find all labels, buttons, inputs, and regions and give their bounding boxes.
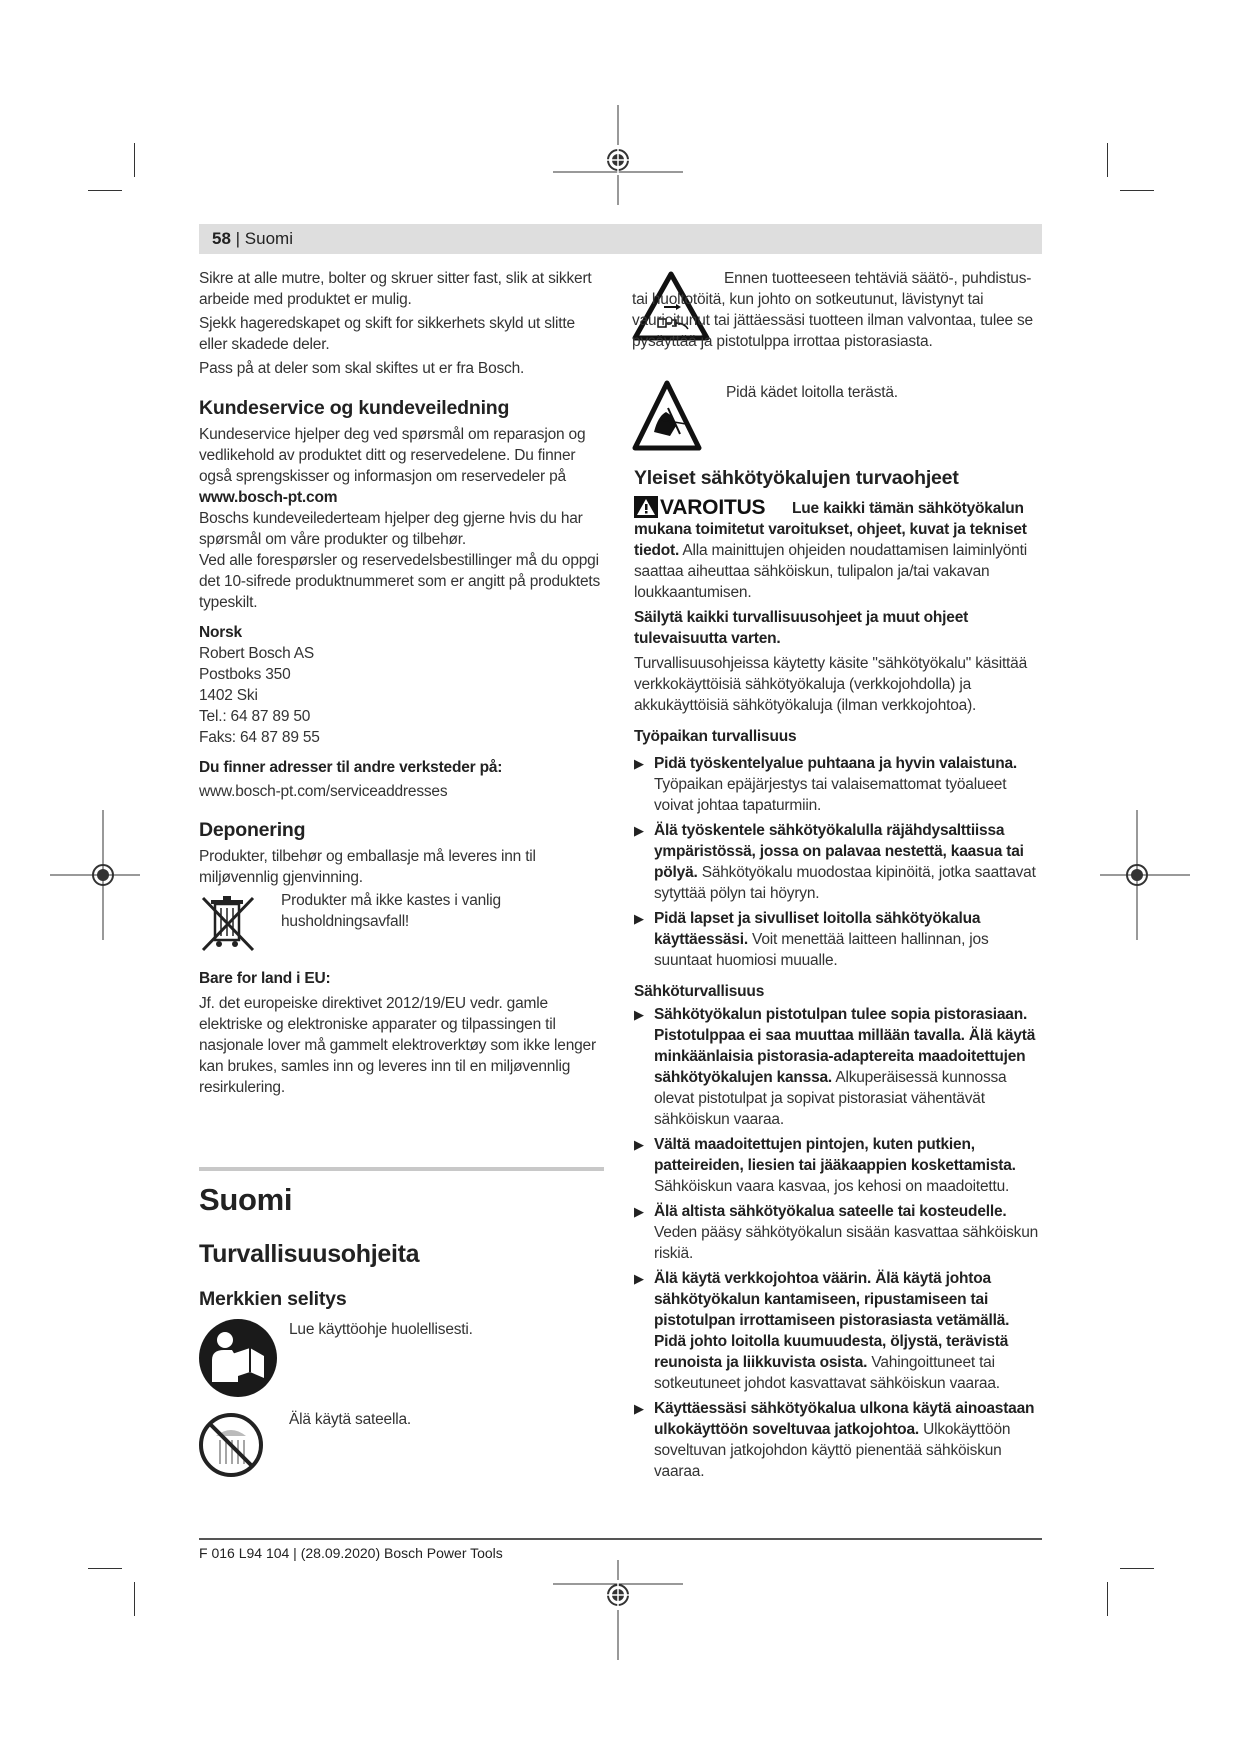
link[interactable]: www.bosch-pt.com — [199, 489, 338, 506]
crop-mark — [1107, 1582, 1108, 1616]
paragraph: Sikre at alle mutre, bolter og skruer sitter fast, slik at sikkert arbeide med produktet er mulig. — [199, 270, 592, 308]
crossed-bin-icon — [199, 892, 257, 954]
section-heading: Kundeservice og kundeveiledning — [199, 397, 510, 419]
read-manual-icon — [198, 1318, 278, 1398]
address-line: 1402 Ski — [199, 687, 258, 704]
subheading: Du finner adresser til andre verksteder på: — [199, 759, 503, 776]
address-line: Postboks 350 — [199, 666, 291, 683]
crop-mark — [1120, 190, 1154, 191]
warning-label: VAROITUS — [634, 496, 765, 518]
subheading: Bare for land i EU: — [199, 970, 331, 987]
page-header-bar — [199, 224, 1042, 254]
page-number: 58 — [212, 229, 231, 248]
subheading: Norsk — [199, 624, 242, 641]
crop-mark — [88, 1568, 122, 1569]
crop-mark — [134, 1582, 135, 1616]
list-item: ▶ Vältä maadoitettujen pintojen, kuten putkien, patteireiden, liesien tai jääkaappien koskettamista. Sähköiskun vaara kasvaa, jos kehosi on maadoitettu. — [634, 1136, 1016, 1195]
paragraph: Turvallisuusohjeissa käytetty käsite "sähkötyökalu" käsittää verkkokäyttöisiä sähkötyökaluja (verkkojohdolla) ja akkukäyttöisiä sähkötyökaluja (ilman verkkojohtoa). — [634, 655, 1028, 714]
footer-rule — [199, 1538, 1042, 1540]
section-heading: Deponering — [199, 819, 306, 841]
crop-mark — [134, 143, 135, 177]
section-heading: Yleiset sähkötyökalujen turvaohjeet — [634, 467, 959, 489]
no-rain-icon — [198, 1412, 264, 1478]
weee-row — [199, 890, 604, 956]
symbols-title: Merkkien selitys — [199, 1288, 347, 1310]
crop-mark — [88, 190, 122, 191]
crop-mark — [1120, 1568, 1154, 1569]
warning-text: Alla mainittujen ohjeiden noudattamisen laiminlyönti saattaa aiheuttaa sähköiskun, tulipalon ja/tai vakavan loukkaantumisen. — [634, 542, 1027, 601]
weee-text: Produkter må ikke kastes i vanlig husholdningsavfall! — [281, 892, 501, 930]
phone: Tel.: 64 87 89 50 — [199, 708, 311, 725]
no-rain-text: Älä käytä sateella. — [289, 1411, 411, 1428]
subheading: Työpaikan turvallisuus — [634, 728, 797, 745]
language-title: Suomi — [199, 1182, 293, 1217]
paragraph: Boschs kundeveilederteam hjelper deg gjerne hvis du har spørsmål om våre produkter og tilbehør. — [199, 510, 583, 548]
paragraph: Säilytä kaikki turvallisuusohjeet ja muut ohjeet tulevaisuutta varten. — [634, 609, 969, 647]
warning-bold: Lue kaikki tämän sähkötyökalun mukana toimitetut varoitukset, ohjeet, kuvat ja tekniset tiedot. — [634, 500, 1027, 559]
registration-mark-top — [553, 105, 683, 205]
registration-mark-right — [1100, 810, 1190, 940]
paragraph: Sjekk hageredskapet og skift for sikkerhets skyld ut slitte eller skadede deler. — [199, 315, 575, 353]
address-line: Robert Bosch AS — [199, 645, 315, 662]
paragraph: Jf. det europeiske direktivet 2012/19/EU vedr. gamle elektriske og elektroniske apparater og tilpassingen til nasjonale lover må gammelt elektroverktøy som ikke lenger kan brukes, samles inn og leveres inn til en miljøvennlig resirkulering. — [199, 995, 596, 1096]
blade-warning-icon — [632, 380, 702, 452]
subheading: Sähköturvallisuus — [634, 983, 765, 1000]
registration-mark-left — [50, 810, 140, 940]
paragraph: Kundeservice hjelper deg ved spørsmål om reparasjon og vedlikehold av produktet ditt og reservedelene. Du finner også sprengskisser og informasjon om reservedeler på — [199, 426, 586, 485]
section-name: Suomi — [244, 229, 293, 248]
left-column — [199, 268, 604, 1098]
section-divider — [199, 1167, 604, 1171]
list-item: ▶ Pidä työskentelyalue puhtaana ja hyvin valaistuna. Työpaikan epäjärjestys tai valaisemattomat työalueet voivat johtaa tapaturmiin. — [634, 755, 1017, 814]
footer-text: F 016 L94 104 | (28.09.2020) Bosch Power Tools — [199, 1545, 503, 1561]
read-manual-text: Lue käyttöohje huolellisesti. — [289, 1321, 473, 1338]
crop-mark — [1107, 143, 1108, 177]
paragraph: Ved alle forespørsler og reservedelsbestillinger må du oppgi det 10-sifrede produktnummeret som er angitt på produktets typeskilt. — [199, 552, 601, 611]
fax: Faks: 64 87 89 55 — [199, 729, 320, 746]
paragraph: Pass på at deler som skal skiftes ut er fra Bosch. — [199, 360, 525, 377]
safety-title: Turvallisuusohjeita — [199, 1240, 420, 1268]
link[interactable]: www.bosch-pt.com/serviceaddresses — [199, 783, 448, 800]
registration-mark-bottom — [553, 1560, 683, 1660]
page-header: 58 | Suomi — [212, 229, 293, 248]
list-item: ▶ Älä työskentele sähkötyökalulla räjähdysalttiissa ympäristössä, jossa on palavaa nestettä, kaasua tai pölyä. Sähkötyökalu muodostaa kipinöitä, jotka saattavat sytyttää pölyn tai höyryn. — [634, 822, 1036, 902]
warning-block — [634, 495, 1044, 603]
blade-text: Pidä kädet loitolla terästä. — [726, 384, 898, 401]
list-item: ▶ Älä altista sähkötyökalua sateelle tai kosteudelle. Veden pääsy sähkötyökalun sisään kasvattaa sähköiskun riskiä. — [634, 1203, 1039, 1262]
warning-triangle-icon — [634, 496, 658, 518]
paragraph: Produkter, tilbehør og emballasje må leveres inn til miljøvennlig gjenvinning. — [199, 848, 536, 886]
list-item: ▶ Sähkötyökalun pistotulpan tulee sopia pistorasiaan. Pistotulppaa ei saa muuttaa millään tavalla. Älä käytä minkäänlaisia pistorasia-adaptereita maadoitettujen sähkötyökalujen kanssa. Alkuperäisessä kunnossa olevat pistotulpat ja sopivat pistorasiat vähentävät sähköiskun vaaraa. — [634, 1006, 1036, 1128]
unplug-text: Ennen tuotteeseen tehtäviä säätö-, puhdistus- tai huoltotöitä, kun johto on sotkeutunut, lävistynyt tai vaurioitunut tai jättäessäsi tuotteen ilman valvontaa, tulee se pysäyttää ja pistotulppa irrottaa pistorasiasta. — [632, 270, 1033, 350]
list-item: ▶ Pidä lapset ja sivulliset loitolla sähkötyökalua käyttäessäsi. Voit menettää laitteen hallinnan, jos suuntaat huomiosi muualle. — [634, 910, 989, 969]
right-column — [634, 466, 1044, 1482]
list-item: ▶ Käyttäessäsi sähkötyökalua ulkona käytä ainoastaan ulkokäyttöön soveltuvaa jatkojohtoa. Ulkokäyttöön soveltuvan jatkojohdon käyttö pienentää sähköiskun vaaraa. — [634, 1400, 1035, 1480]
list-item: ▶ Älä käytä verkkojohtoa väärin. Älä käytä johtoa sähkötyökalun kantamiseen, ripustamiseen tai pistotulpan irrottamiseen pistorasiasta vetämällä. Pidä johto loitolla kuumuudesta, öljystä, terävistä reunoista ja liikkuvista osista. Vahingoittuneet tai sotkeutuneet johdot kasvattavat sähköiskun vaaraa. — [634, 1270, 1010, 1392]
